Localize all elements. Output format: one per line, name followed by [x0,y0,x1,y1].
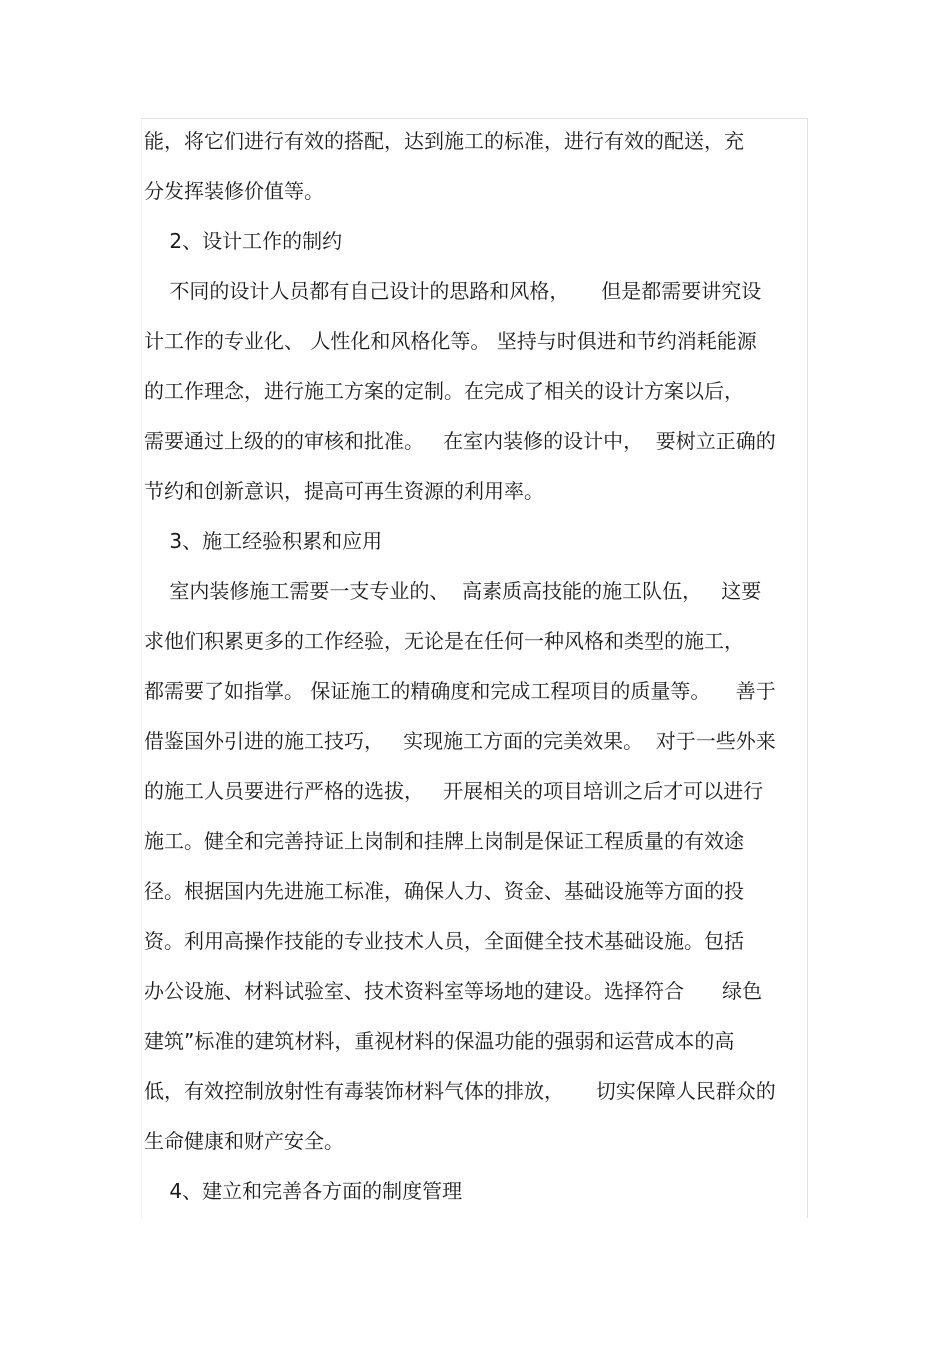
text-line: 都需要了如指掌。 保证施工的精确度和完成工程项目的质量等。 善于 [144,679,776,703]
text-line: 需要通过上级的的审核和批准。 在室内装修的设计中， 要树立正确的 [144,429,776,453]
section-heading-2: 2、设计工作的制约 [144,229,343,253]
text-line: 办公设施、材料试验室、技术资料室等场地的建设。选择符合 绿色 [144,979,763,1003]
text-line: 不同的设计人员都有自己设计的思路和风格， 但是都需要讲究设 [144,279,762,303]
text-line: 生命健康和财产安全。 [144,1129,344,1153]
text-line: 施工。健全和完善持证上岗制和挂牌上岗制是保证工程质量的有效途 [144,829,744,853]
text-line: 径。根据国内先进施工标准，确保人力、资金、基础设施等方面的投 [144,879,744,903]
text-line: 借鉴国外引进的施工技巧， 实现施工方面的完美效果。 对于一些外来 [144,729,776,753]
text-line: 计工作的专业化、 人性化和风格化等。 坚持与时俱进和节约消耗能源 [144,329,757,353]
section-heading-3: 3、施工经验积累和应用 [144,529,383,553]
text-line: 节约和创新意识，提高可再生资源的利用率。 [144,479,544,503]
text-line: 低，有效控制放射性有毒装饰材料气体的排放， 切实保障人民群众的 [144,1079,776,1103]
text-line: 的施工人员要进行严格的选拔， 开展相关的项目培训之后才可以进行 [144,779,764,803]
text-line: 求他们积累更多的工作经验，无论是在任何一种风格和类型的施工， [144,629,744,653]
text-line: 资。利用高操作技能的专业技术人员，全面健全技术基础设施。包括 [144,929,744,953]
text-line: 分发挥装修价值等。 [144,179,324,203]
text-line: 室内装修施工需要一支专业的、 高素质高技能的施工队伍， 这要 [144,579,762,603]
text-line: 能，将它们进行有效的搭配，达到施工的标准，进行有效的配送，充 [144,129,744,153]
section-heading-4: 4、建立和完善各方面的制度管理 [144,1179,463,1203]
text-line: 建筑”标准的建筑材料，重视材料的保温功能的强弱和运营成本的高 [144,1029,735,1053]
text-line: 的工作理念，进行施工方案的定制。在完成了相关的设计方案以后， [144,379,744,403]
